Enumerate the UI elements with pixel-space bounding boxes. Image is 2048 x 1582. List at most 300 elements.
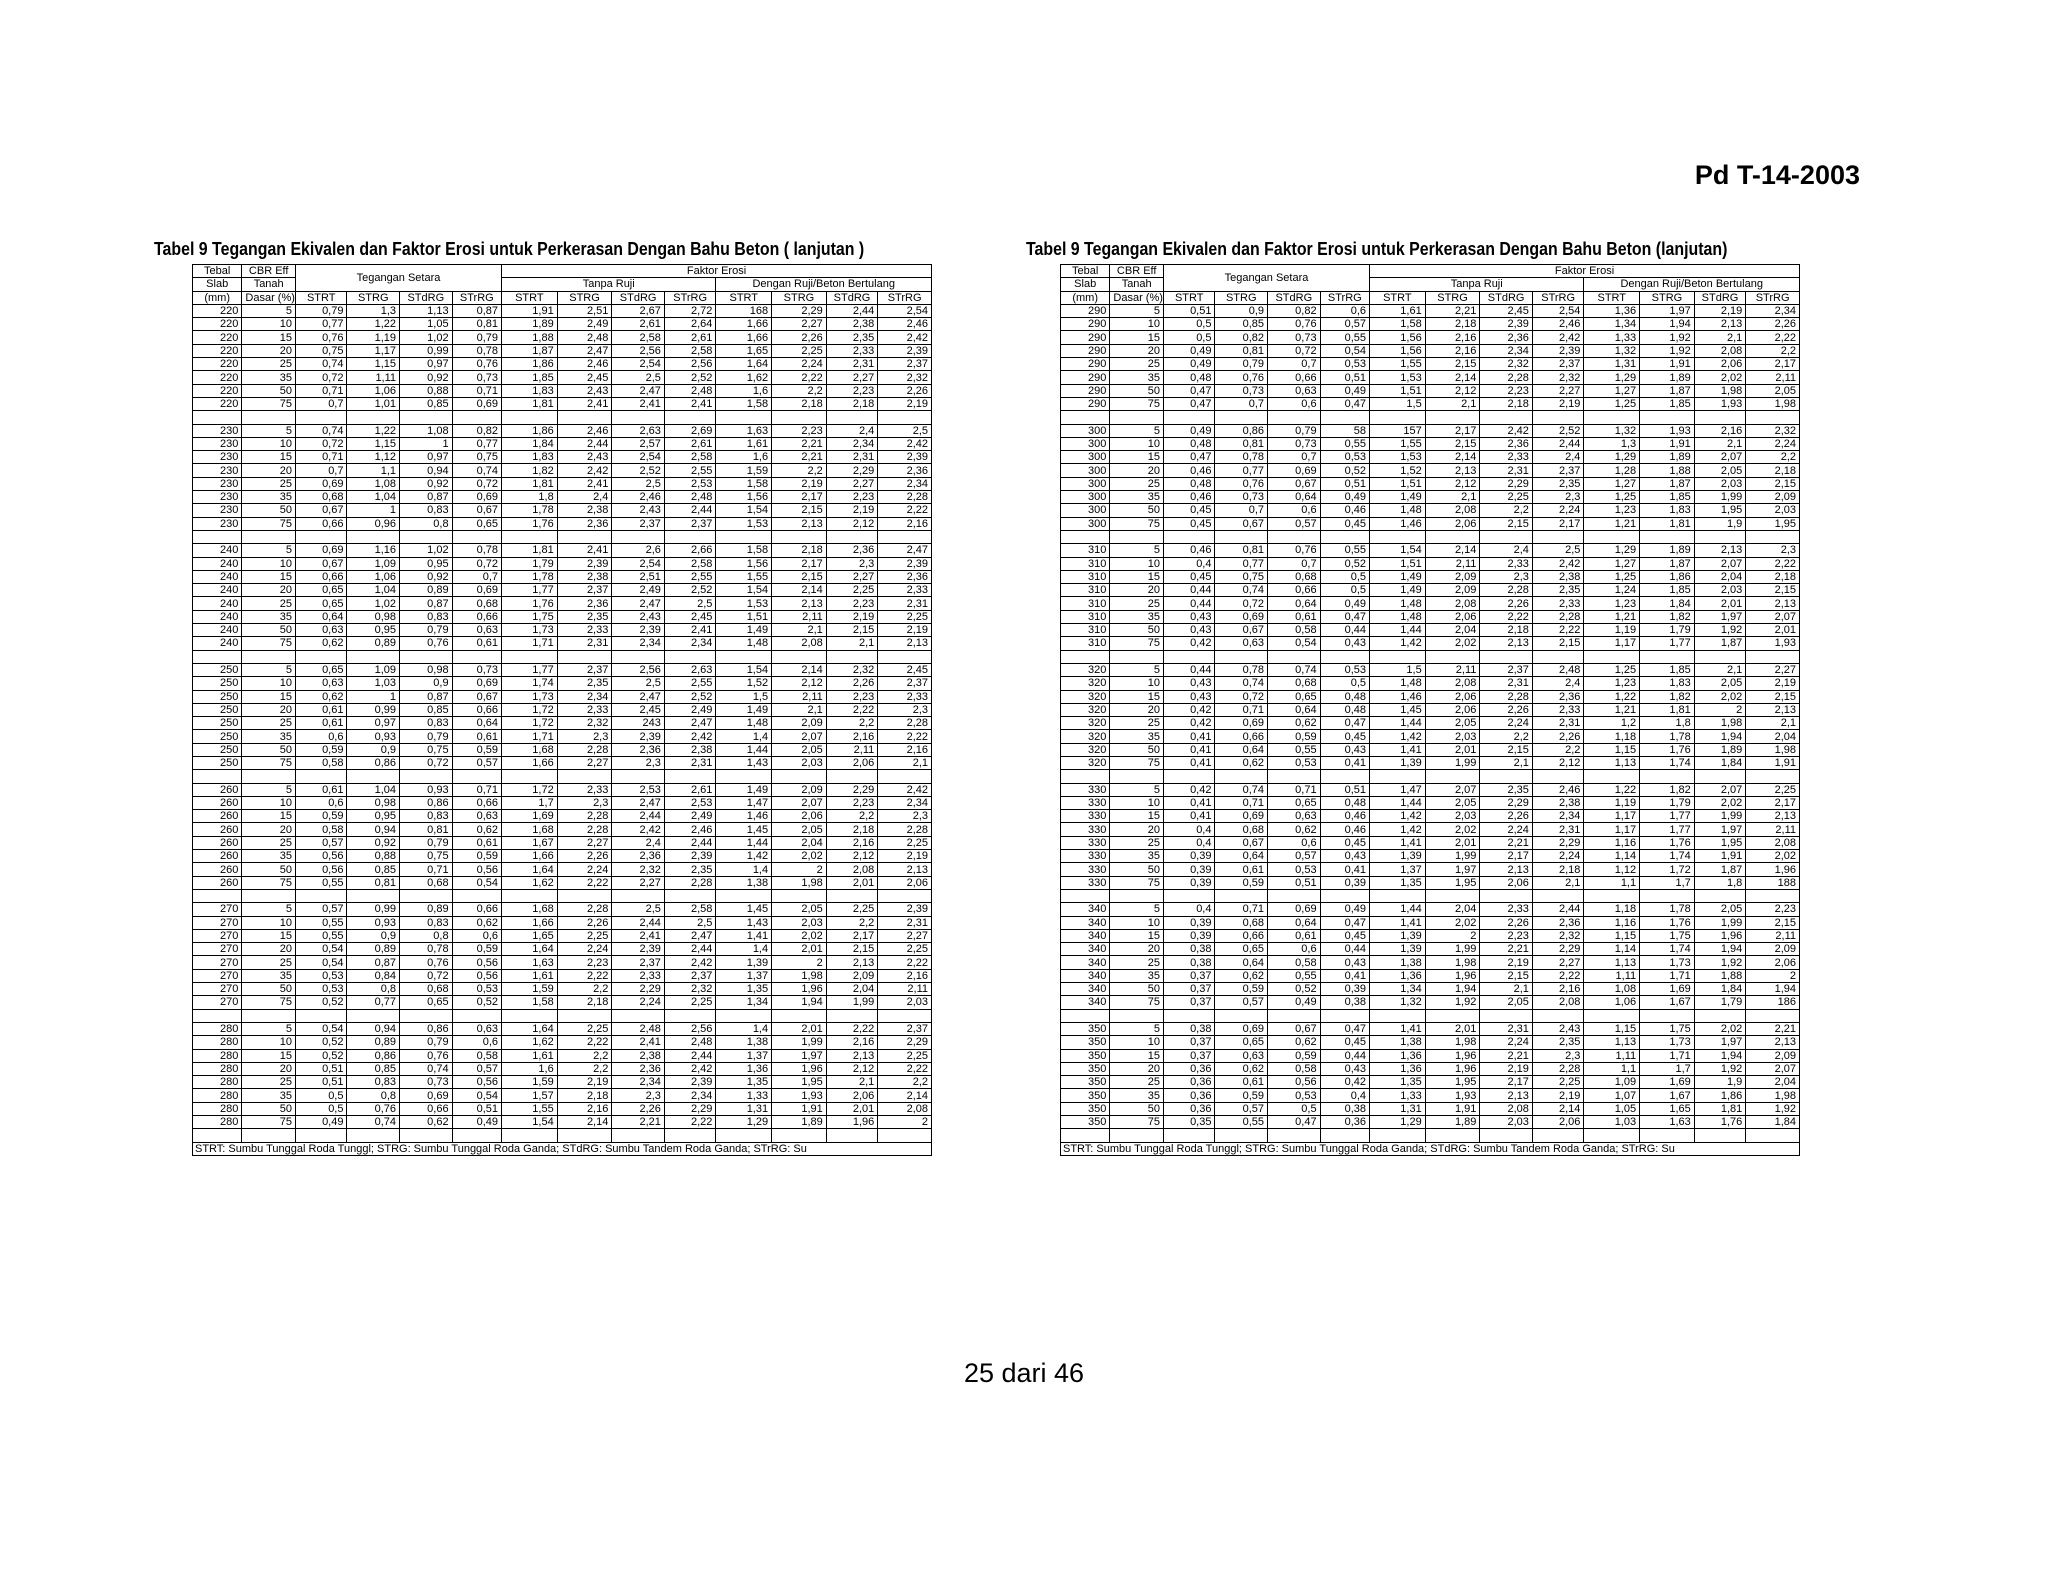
table-cell: 280: [193, 1102, 242, 1115]
table-cell: 2,46: [557, 358, 612, 371]
table-cell: 10: [242, 796, 296, 809]
table-cell: 1,21: [1584, 703, 1640, 716]
table-cell: 0,92: [400, 477, 453, 490]
table-cell: 2,14: [878, 1089, 932, 1102]
table-cell: 2,36: [612, 1062, 665, 1075]
table-cell: 2,06: [1746, 956, 1800, 969]
table-cell: 0,36: [1163, 1089, 1215, 1102]
table-cell: 2: [772, 863, 827, 876]
table-cell: 2,14: [1532, 1102, 1584, 1115]
table-row: [1061, 956, 1800, 969]
table-cell: 1,25: [1584, 663, 1640, 676]
spacer-cell: [452, 530, 501, 543]
spacer-cell: [664, 650, 716, 663]
spacer-cell: [1110, 889, 1164, 902]
spacer-cell: [1640, 889, 1695, 902]
table-cell: 2,41: [557, 477, 612, 490]
table-cell: 1,54: [716, 584, 772, 597]
table-cell: 2,33: [612, 969, 665, 982]
table-cell: 2,22: [826, 703, 878, 716]
table-cell: 1,5: [716, 690, 772, 703]
table-cell: 2,09: [1425, 584, 1480, 597]
table-cell: 0,95: [347, 624, 400, 637]
spacer-cell: [1320, 650, 1369, 663]
table-cell: 280: [193, 1022, 242, 1035]
table-cell: 0,61: [452, 637, 501, 650]
table-cell: 0,47: [1320, 610, 1369, 623]
header-dasar: Dasar (%): [1110, 291, 1164, 304]
table-cell: 0,39: [1163, 876, 1215, 889]
table-cell: 1,39: [1370, 756, 1426, 769]
table-row: [1061, 477, 1800, 490]
table-cell: 1,01: [347, 397, 400, 410]
table-cell: 1,15: [1584, 743, 1640, 756]
table-cell: 0,38: [1320, 996, 1369, 1009]
table-cell: 0,37: [1163, 1036, 1215, 1049]
table-cell: 1,9: [1694, 517, 1746, 530]
table-cell: 75: [1110, 1116, 1164, 1129]
spacer-cell: [242, 770, 296, 783]
table-cell: 2,46: [1532, 783, 1584, 796]
table-row: [193, 1036, 932, 1049]
table-cell: 0,69: [1268, 464, 1321, 477]
table-cell: 2,39: [878, 344, 932, 357]
table-cell: 0,61: [452, 730, 501, 743]
table-cell: 1,7: [502, 796, 558, 809]
header-strrg: STrRG: [452, 291, 501, 304]
table-cell: 2,09: [772, 783, 827, 796]
table-cell: 1,74: [1640, 943, 1695, 956]
header-stdrg: STdRG: [1480, 291, 1533, 304]
table-cell: 0,9: [1215, 304, 1268, 317]
table-cell: 2,33: [1480, 557, 1533, 570]
table-cell: 250: [193, 730, 242, 743]
table-cell: 5: [1110, 424, 1164, 437]
table-cell: 2,21: [1746, 1022, 1800, 1035]
spacer-cell: [1110, 770, 1164, 783]
table-cell: 0,47: [1320, 916, 1369, 929]
table-cell: 2,22: [878, 1062, 932, 1075]
spacer-cell: [664, 770, 716, 783]
table-cell: 2,61: [664, 331, 716, 344]
table-cell: 20: [1110, 464, 1164, 477]
table-cell: 1,94: [1425, 983, 1480, 996]
table-row: [193, 810, 932, 823]
table-cell: 1,08: [347, 477, 400, 490]
spacer-cell: [557, 530, 612, 543]
table-cell: 1,62: [502, 876, 558, 889]
table-cell: 1,71: [1640, 1049, 1695, 1062]
table-cell: 0,7: [1215, 397, 1268, 410]
table-cell: 2,03: [1425, 810, 1480, 823]
table-cell: 0,55: [295, 929, 347, 942]
table-cell: 2,04: [826, 983, 878, 996]
table-cell: 2,11: [878, 983, 932, 996]
table-cell: 1,59: [502, 1076, 558, 1089]
table-cell: 0,63: [452, 1022, 501, 1035]
table-cell: 2,17: [1480, 1076, 1533, 1089]
table-cell: 1,92: [1694, 1062, 1746, 1075]
spacer-cell: [295, 1129, 347, 1142]
spacer-cell: [826, 889, 878, 902]
table-cell: 2,26: [557, 850, 612, 863]
spacer-row: [193, 530, 932, 543]
table-cell: 0,76: [400, 1049, 453, 1062]
table-cell: 0,73: [1268, 331, 1321, 344]
table-cell: 0,45: [1320, 730, 1369, 743]
table-cell: 0,46: [1320, 823, 1369, 836]
header-strrg: STrRG: [664, 291, 716, 304]
table-cell: 0,72: [400, 969, 453, 982]
table-cell: 0,6: [1268, 504, 1321, 517]
table-cell: 0,77: [452, 437, 501, 450]
table-cell: 1,05: [400, 318, 453, 331]
table-cell: 1,94: [1640, 318, 1695, 331]
table-cell: 0,53: [1268, 1089, 1321, 1102]
table-cell: 2,05: [772, 903, 827, 916]
table-cell: 2,06: [826, 756, 878, 769]
table-row: [193, 943, 932, 956]
table-cell: 2,22: [557, 969, 612, 982]
table-cell: 2,11: [1746, 929, 1800, 942]
table-cell: 20: [1110, 703, 1164, 716]
table-cell: 1,19: [1584, 624, 1640, 637]
table-cell: 2,24: [1480, 717, 1533, 730]
table-cell: 0,69: [400, 1089, 453, 1102]
table-cell: 1,49: [1370, 491, 1426, 504]
table-cell: 10: [242, 677, 296, 690]
table-cell: 2,21: [1425, 304, 1480, 317]
table-cell: 280: [193, 1076, 242, 1089]
table-cell: 0,74: [295, 358, 347, 371]
table-cell: 1,66: [502, 756, 558, 769]
table-cell: 2,33: [557, 783, 612, 796]
table-cell: 260: [193, 823, 242, 836]
table-cell: 0,63: [1268, 810, 1321, 823]
table-cell: 1,75: [502, 610, 558, 623]
table-cell: 2,11: [1425, 557, 1480, 570]
header-tanpa-ruji: Tanpa Ruji: [502, 278, 716, 291]
table-cell: 1,84: [1694, 756, 1746, 769]
table-cell: 50: [1110, 384, 1164, 397]
table-cell: 2,19: [772, 477, 827, 490]
table-cell: 2,45: [1480, 304, 1533, 317]
table-cell: 1,88: [1694, 969, 1746, 982]
table-cell: 10: [1110, 318, 1164, 331]
table-row: [1061, 836, 1800, 849]
table-cell: 2,42: [664, 956, 716, 969]
spacer-cell: [612, 1009, 665, 1022]
table-cell: 2,57: [612, 437, 665, 450]
table-cell: 2,32: [1532, 371, 1584, 384]
table-cell: 300: [1061, 477, 1110, 490]
table-row: [1061, 823, 1800, 836]
table-cell: 2,51: [557, 304, 612, 317]
table-cell: 2,26: [612, 1102, 665, 1115]
table-row: [193, 491, 932, 504]
table-cell: 2,49: [664, 810, 716, 823]
table-cell: 1,66: [716, 318, 772, 331]
header-strg: STRG: [1215, 291, 1268, 304]
table-cell: 2,36: [612, 850, 665, 863]
spacer-cell: [1584, 1129, 1640, 1142]
table-cell: 1,8: [1640, 717, 1695, 730]
table-cell: 290: [1061, 331, 1110, 344]
table-cell: 5: [1110, 783, 1164, 796]
table-cell: 2,35: [1480, 783, 1533, 796]
table-cell: 2,29: [826, 464, 878, 477]
table-cell: 1,25: [1584, 491, 1640, 504]
table-cell: 0,69: [1268, 903, 1321, 916]
table-cell: 2,58: [664, 344, 716, 357]
spacer-cell: [664, 411, 716, 424]
table-cell: 2,18: [1746, 570, 1800, 583]
table-cell: 2,1: [826, 1076, 878, 1089]
spacer-cell: [1215, 530, 1268, 543]
table-cell: 2,4: [612, 836, 665, 849]
table-cell: 75: [1110, 756, 1164, 769]
table-cell: 2,2: [1746, 344, 1800, 357]
table-cell: 0,46: [1163, 544, 1215, 557]
table-cell: 1,97: [1694, 1036, 1746, 1049]
table-cell: 1,93: [772, 1089, 827, 1102]
table-cell: 0,47: [1320, 1022, 1369, 1035]
table-row: [1061, 464, 1800, 477]
table-cell: 1,76: [1694, 1116, 1746, 1129]
table-cell: 0,62: [1268, 717, 1321, 730]
table-cell: 0,9: [347, 743, 400, 756]
table-cell: 1,59: [716, 464, 772, 477]
table-cell: 10: [242, 318, 296, 331]
table-cell: 1,42: [1370, 810, 1426, 823]
table-cell: 2,2: [878, 1076, 932, 1089]
table-cell: 1,74: [1640, 756, 1695, 769]
table-cell: 0,59: [295, 743, 347, 756]
spacer-cell: [1694, 1009, 1746, 1022]
table-cell: 2,35: [1532, 477, 1584, 490]
table-row: [193, 371, 932, 384]
table-cell: 310: [1061, 544, 1110, 557]
table-cell: 0,98: [347, 796, 400, 809]
table-cell: 1,63: [1640, 1116, 1695, 1129]
table-cell: 1,17: [1584, 637, 1640, 650]
table-cell: 230: [193, 504, 242, 517]
table-cell: 1,45: [1370, 703, 1426, 716]
table-cell: 2,55: [664, 464, 716, 477]
table-cell: 15: [242, 331, 296, 344]
header-stdrg: STdRG: [826, 291, 878, 304]
table-cell: 2,44: [664, 504, 716, 517]
table-cell: 0,77: [1215, 464, 1268, 477]
table-cell: 280: [193, 1116, 242, 1129]
spacer-cell: [400, 411, 453, 424]
table-cell: 330: [1061, 876, 1110, 889]
table-cell: 270: [193, 983, 242, 996]
table-cell: 1,94: [772, 996, 827, 1009]
table-cell: 2,37: [1532, 358, 1584, 371]
table-cell: 1,53: [716, 597, 772, 610]
table-cell: 1,56: [1370, 331, 1426, 344]
table-cell: 0,55: [295, 916, 347, 929]
spacer-cell: [1163, 889, 1215, 902]
table-cell: 320: [1061, 756, 1110, 769]
table-cell: 1,96: [826, 1116, 878, 1129]
table-cell: 2,49: [557, 318, 612, 331]
table-cell: 1,16: [1584, 836, 1640, 849]
table-cell: 1,22: [1584, 783, 1640, 796]
table-cell: 2,1: [878, 756, 932, 769]
table-cell: 75: [1110, 517, 1164, 530]
table-cell: 1,99: [1694, 916, 1746, 929]
table-cell: 290: [1061, 371, 1110, 384]
table-cell: 2,1: [1694, 663, 1746, 676]
spacer-row: [193, 889, 932, 902]
spacer-cell: [1640, 1129, 1695, 1142]
table-cell: 0,41: [1320, 756, 1369, 769]
table-row: [193, 464, 932, 477]
table-cell: 2,25: [1480, 491, 1533, 504]
table-cell: 0,81: [1215, 344, 1268, 357]
spacer-cell: [502, 530, 558, 543]
table-cell: 2,01: [772, 1022, 827, 1035]
table-cell: 1,5: [1370, 663, 1426, 676]
spacer-cell: [1215, 1009, 1268, 1022]
table-cell: 1,99: [1694, 810, 1746, 823]
spacer-cell: [1746, 530, 1800, 543]
table-cell: 1,98: [1694, 384, 1746, 397]
table-cell: 1,64: [502, 863, 558, 876]
table-cell: 0,47: [1320, 717, 1369, 730]
table-cell: 320: [1061, 677, 1110, 690]
table-cell: 240: [193, 570, 242, 583]
table-cell: 2,27: [1532, 384, 1584, 397]
table-cell: 10: [1110, 677, 1164, 690]
table-cell: 1,37: [1370, 863, 1426, 876]
table-row: [193, 544, 932, 557]
table-cell: 0,43: [1163, 690, 1215, 703]
table-cell: 0,61: [1215, 1076, 1268, 1089]
table-cell: 0,74: [400, 1062, 453, 1075]
table-cell: 1,12: [1584, 863, 1640, 876]
table-cell: 2,14: [772, 584, 827, 597]
spacer-cell: [1480, 530, 1533, 543]
table-cell: 0,44: [1163, 663, 1215, 676]
table-cell: 75: [242, 996, 296, 1009]
table-cell: 1,34: [1370, 983, 1426, 996]
table-cell: 0,69: [452, 584, 501, 597]
table-cell: 0,77: [1215, 557, 1268, 570]
table-cell: 2,56: [612, 344, 665, 357]
table-cell: 5: [1110, 304, 1164, 317]
table-row: [193, 584, 932, 597]
table-cell: 2,31: [1532, 823, 1584, 836]
table-cell: 0,44: [1163, 584, 1215, 597]
table-row: [193, 1102, 932, 1115]
table-cell: 1,44: [1370, 903, 1426, 916]
table-cell: 2,19: [1480, 1062, 1533, 1075]
table-cell: 2,53: [612, 783, 665, 796]
table-cell: 1,89: [1640, 451, 1695, 464]
table-cell: 1,13: [1584, 1036, 1640, 1049]
table-cell: 0,62: [400, 1116, 453, 1129]
spacer-cell: [502, 1129, 558, 1142]
table-cell: 1,52: [716, 677, 772, 690]
spacer-cell: [612, 530, 665, 543]
table-cell: 1,48: [1370, 677, 1426, 690]
table-row: [193, 690, 932, 703]
table-cell: 1,85: [1640, 397, 1695, 410]
spacer-cell: [1480, 1129, 1533, 1142]
spacer-cell: [1425, 1009, 1480, 1022]
spacer-cell: [193, 411, 242, 424]
table-cell: 0,83: [400, 810, 453, 823]
table-cell: 2,27: [1532, 956, 1584, 969]
table-row: [193, 637, 932, 650]
table-cell: 2,12: [1532, 756, 1584, 769]
table-cell: 2,6: [612, 544, 665, 557]
table-cell: 240: [193, 584, 242, 597]
table-cell: 1,98: [1694, 717, 1746, 730]
table-row: [193, 1089, 932, 1102]
table-cell: 2,39: [878, 903, 932, 916]
table-cell: 1,33: [1584, 331, 1640, 344]
table-cell: 2,16: [878, 969, 932, 982]
table-cell: 0,92: [400, 371, 453, 384]
table-body: [1061, 304, 1800, 1155]
table-cell: 0,59: [1215, 983, 1268, 996]
table-cell: 1,69: [1640, 1076, 1695, 1089]
spacer-cell: [1110, 411, 1164, 424]
table-cell: 2,42: [1480, 424, 1533, 437]
table-cell: 1,72: [502, 783, 558, 796]
table-cell: 2,51: [612, 570, 665, 583]
table-cell: 1,36: [1584, 304, 1640, 317]
table-cell: 330: [1061, 783, 1110, 796]
table-row: [193, 437, 932, 450]
table-cell: 1,58: [502, 996, 558, 1009]
table-cell: 25: [242, 836, 296, 849]
table-cell: 2,42: [878, 783, 932, 796]
table-cell: 0,89: [347, 1036, 400, 1049]
table-cell: 2,2: [1746, 451, 1800, 464]
table-cell: 0,65: [452, 517, 501, 530]
table-cell: 0,73: [400, 1076, 453, 1089]
table-cell: 0,39: [1163, 850, 1215, 863]
table-row: [193, 570, 932, 583]
table-cell: 1,14: [1584, 943, 1640, 956]
table-cell: 2,5: [664, 597, 716, 610]
table-cell: 0,53: [452, 983, 501, 996]
table-cell: 2,19: [1480, 956, 1533, 969]
table-cell: 2,33: [557, 624, 612, 637]
table-cell: 0,56: [452, 863, 501, 876]
table-cell: 15: [1110, 929, 1164, 942]
table-cell: 10: [242, 1036, 296, 1049]
table-footnote: STRT: Sumbu Tunggal Roda Tunggl; STRG: Sumbu Tunggal Roda Ganda; STdRG: Sumbu Tandem Roda Ganda; STrRG: Su: [1061, 1142, 1800, 1155]
table-cell: 0,46: [1163, 491, 1215, 504]
spacer-cell: [1163, 1129, 1215, 1142]
table-cell: 0,86: [400, 1022, 453, 1035]
table-cell: 25: [1110, 956, 1164, 969]
table-cell: 157: [1370, 424, 1426, 437]
table-cell: 2,27: [557, 756, 612, 769]
table-cell: 1,39: [1370, 943, 1426, 956]
table-cell: 20: [242, 584, 296, 597]
table-cell: 350: [1061, 1102, 1110, 1115]
table-cell: 0,86: [400, 796, 453, 809]
spacer-cell: [557, 411, 612, 424]
table-cell: 35: [242, 730, 296, 743]
